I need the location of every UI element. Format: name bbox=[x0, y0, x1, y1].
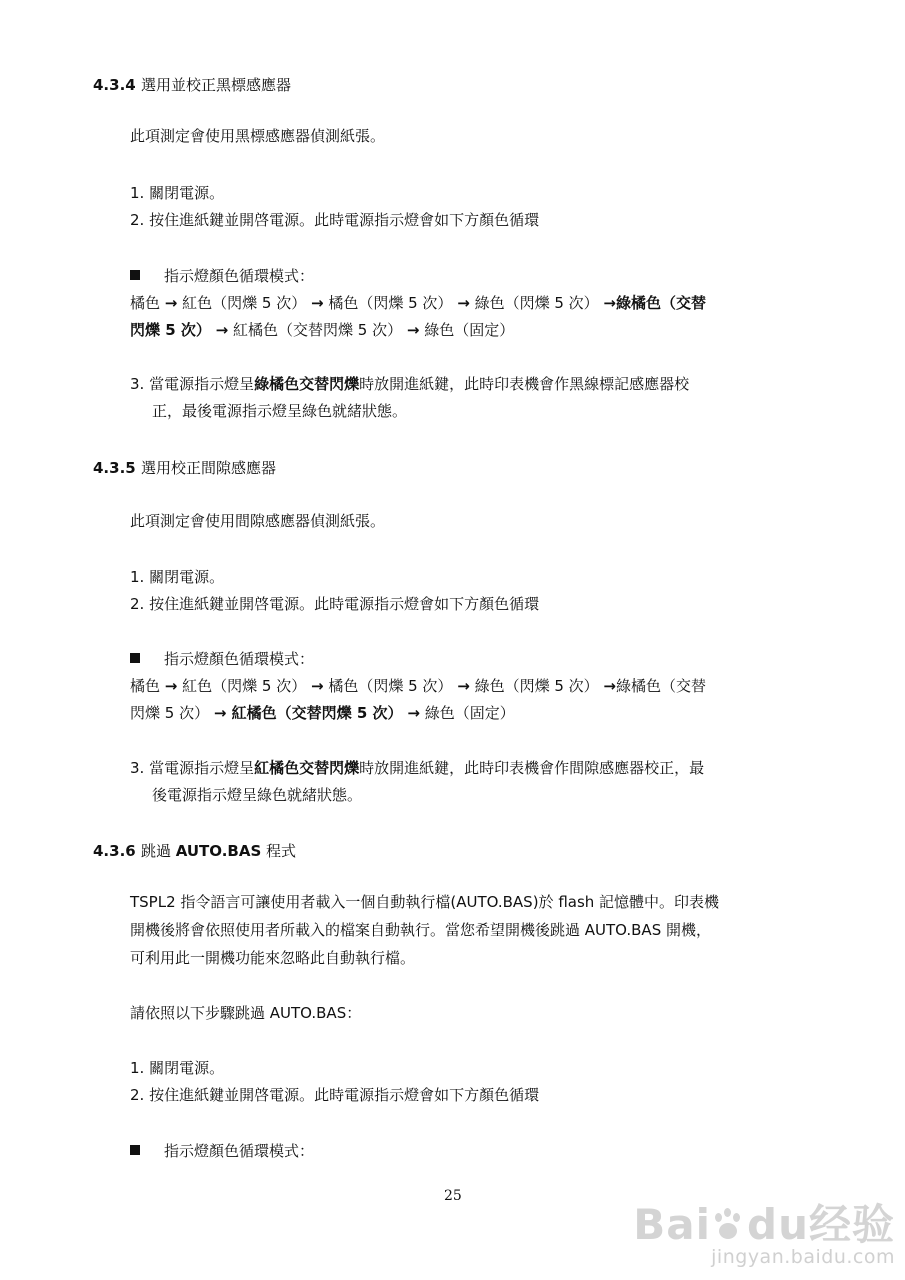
seq-item: 綠橘色（交替 bbox=[616, 677, 707, 695]
step-3 bbox=[130, 371, 689, 398]
step-2: 2. 按住進紙鍵並開啓電源。此時電源指示燈會如下方顏色循環 bbox=[130, 211, 540, 229]
arrow-right-icon: → bbox=[407, 704, 420, 722]
step-2: 2. 按住進紙鍵並開啓電源。此時電源指示燈會如下方顏色循環 bbox=[130, 595, 540, 613]
color-sequence-line-1 bbox=[130, 290, 706, 317]
arrow-right-icon: → bbox=[603, 294, 616, 312]
intro-paragraph: 此項測定會使用黑標感應器偵測紙張。 bbox=[130, 127, 386, 145]
section-title-keyword: AUTO.BAS bbox=[175, 842, 262, 860]
mode-label-row bbox=[130, 1138, 314, 1165]
mode-label: 指示燈顏色循環模式： bbox=[164, 267, 315, 285]
step-1: 1. 關閉電源。 bbox=[130, 1059, 225, 1077]
seq-item: 橘色（閃爍 5 次） bbox=[323, 294, 453, 312]
seq-item: 綠色（固定） bbox=[419, 321, 515, 339]
seq-item: 橘色（閃爍 5 次） bbox=[323, 677, 453, 695]
seq-item: 橘色 bbox=[130, 294, 165, 312]
seq-item: 紅橘色（交替閃爍 5 次） bbox=[228, 321, 403, 339]
section-number: 4.3.6 bbox=[93, 842, 136, 860]
baidu-jingyan-watermark bbox=[633, 1200, 895, 1268]
paragraph-line: 開機後將會依照使用者所載入的檔案自動執行。當您希望開機後跳過 AUTO.BAS 開機， bbox=[130, 921, 711, 939]
section-title: 跳過 bbox=[140, 842, 176, 860]
arrow-right-icon: → bbox=[215, 321, 229, 339]
step-1: 1. 關閉電源。 bbox=[130, 184, 225, 202]
paragraph-line: 可利用此一開機功能來忽略此自動執行檔。 bbox=[130, 949, 416, 967]
mode-label-row bbox=[130, 263, 314, 290]
arrow-right-icon: → bbox=[164, 294, 178, 312]
seq-item-highlight: 閃爍 5 次） bbox=[130, 321, 211, 339]
section-title: 程式 bbox=[261, 842, 297, 860]
seq-item: 綠色（閃爍 5 次） bbox=[469, 294, 604, 312]
step-3 bbox=[130, 755, 704, 782]
step-2: 2. 按住進紙鍵並開啓電源。此時電源指示燈會如下方顏色循環 bbox=[130, 1086, 540, 1104]
seq-item: 紅色（閃爍 5 次） bbox=[177, 677, 307, 695]
arrow-right-icon: → bbox=[311, 294, 324, 312]
step-3-text: 3. 當電源指示燈呈 bbox=[130, 759, 255, 777]
instruction-paragraph: 請依照以下步驟跳過 AUTO.BAS： bbox=[130, 1004, 362, 1022]
section-number: 4.3.4 bbox=[93, 76, 136, 94]
arrow-right-icon: → bbox=[311, 677, 324, 695]
page-number: 25 bbox=[444, 1188, 462, 1204]
step-1: 1. 關閉電源。 bbox=[130, 568, 225, 586]
seq-item: 綠色（閃爍 5 次） bbox=[469, 677, 604, 695]
section-heading-4-3-4 bbox=[93, 74, 291, 95]
logo-text: 经验 bbox=[808, 1200, 895, 1249]
arrow-right-icon: → bbox=[603, 677, 616, 695]
seq-item-highlight: 綠橘色（交替 bbox=[616, 294, 707, 312]
seq-item-highlight: 紅橘色（交替閃爍 5 次） bbox=[226, 704, 403, 722]
color-sequence-line-2 bbox=[130, 700, 515, 727]
arrow-right-icon: → bbox=[164, 677, 178, 695]
square-bullet-icon bbox=[130, 1145, 140, 1155]
intro-paragraph: 此項測定會使用間隙感應器偵測紙張。 bbox=[130, 512, 386, 530]
seq-item: 綠色（固定） bbox=[419, 704, 515, 722]
step-3-text: 時放開進紙鍵，此時印表機會作間隙感應器校正，最 bbox=[359, 759, 705, 777]
color-sequence-line-1 bbox=[130, 673, 706, 700]
arrow-right-icon: → bbox=[406, 321, 420, 339]
seq-item: 橘色 bbox=[130, 677, 165, 695]
square-bullet-icon bbox=[130, 270, 140, 280]
step-3-text: 3. 當電源指示燈呈 bbox=[130, 375, 255, 393]
watermark-logo bbox=[633, 1200, 895, 1249]
paragraph-line: TSPL2 指令語言可讓使用者載入一個自動執行檔(AUTO.BAS)於 flash 記憶體中。印表機 bbox=[130, 893, 720, 911]
step-3-continued: 正，最後電源指示燈呈綠色就緒狀態。 bbox=[152, 402, 408, 420]
arrow-right-icon: → bbox=[213, 704, 227, 722]
seq-item: 閃爍 5 次） bbox=[130, 704, 210, 722]
paw-icon bbox=[711, 1207, 747, 1243]
arrow-right-icon: → bbox=[457, 677, 470, 695]
section-title: 選用校正間隙感應器 bbox=[140, 459, 276, 477]
section-number: 4.3.5 bbox=[93, 459, 136, 477]
square-bullet-icon bbox=[130, 653, 140, 663]
step-3-text: 時放開進紙鍵，此時印表機會作黑線標記感應器校 bbox=[359, 375, 690, 393]
step-3-highlight: 綠橘色交替閃爍 bbox=[254, 375, 360, 393]
mode-label: 指示燈顏色循環模式： bbox=[164, 650, 315, 668]
watermark-url: jingyan.baidu.com bbox=[711, 1246, 895, 1268]
color-sequence-line-2 bbox=[130, 317, 514, 344]
mode-label: 指示燈顏色循環模式： bbox=[164, 1142, 315, 1160]
step-3-highlight: 紅橘色交替閃爍 bbox=[254, 759, 360, 777]
arrow-right-icon: → bbox=[457, 294, 470, 312]
section-heading-4-3-5 bbox=[93, 457, 276, 478]
mode-label-row bbox=[130, 646, 314, 673]
section-heading-4-3-6 bbox=[93, 840, 296, 861]
logo-text: Bai bbox=[633, 1200, 712, 1249]
step-3-continued: 後電源指示燈呈綠色就緒狀態。 bbox=[152, 786, 363, 804]
logo-text: du bbox=[747, 1200, 809, 1249]
section-title: 選用並校正黑標感應器 bbox=[140, 76, 291, 94]
seq-item: 紅色（閃爍 5 次） bbox=[177, 294, 307, 312]
